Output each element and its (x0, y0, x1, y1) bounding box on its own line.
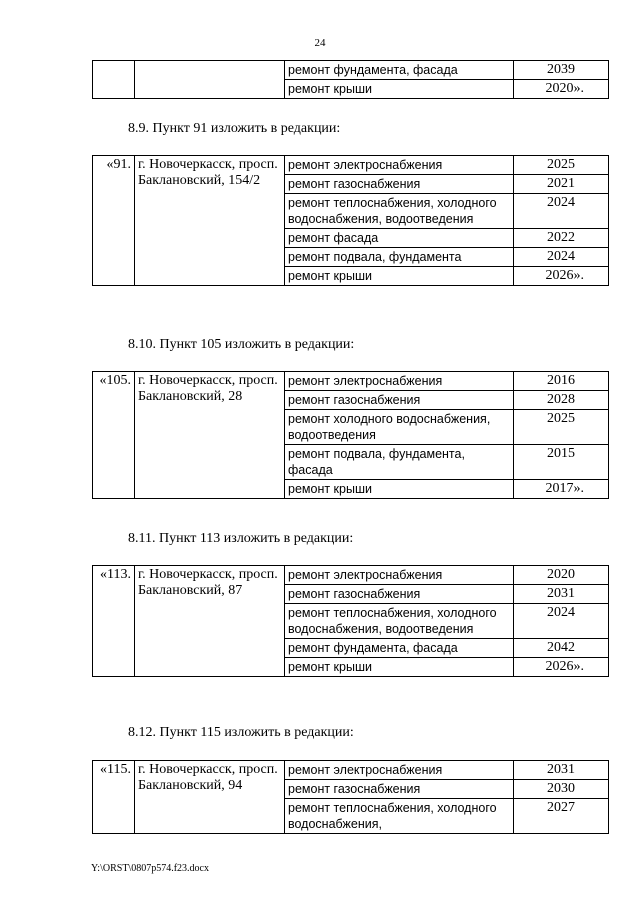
year-cell: 2022 (514, 229, 609, 248)
item-113-table (92, 565, 609, 677)
continuation-table (92, 60, 609, 99)
year-cell: 2024 (514, 194, 609, 229)
section-heading: 8.10. Пункт 105 изложить в редакции: (128, 337, 355, 352)
year-cell: 2015 (514, 445, 609, 480)
item-number: «105. (93, 372, 135, 499)
year-cell: 2028 (514, 391, 609, 410)
work-cell: ремонт газоснабжения (285, 175, 514, 194)
work-cell: ремонт электроснабжения (285, 156, 514, 175)
address-cell (135, 61, 285, 99)
section-heading: 8.11. Пункт 113 изложить в редакции: (128, 531, 354, 546)
item-number: «113. (93, 566, 135, 677)
work-cell: ремонт холодного водоснабжения, водоотведения (285, 410, 514, 445)
year-cell: 2020». (514, 80, 609, 99)
work-cell: ремонт подвала, фундамента, фасада (285, 445, 514, 480)
table-row (93, 566, 609, 585)
year-cell: 2031 (514, 585, 609, 604)
year-cell: 2026». (514, 267, 609, 286)
work-cell: ремонт крыши (285, 658, 514, 677)
address: г. Новочеркасск, просп. Баклановский, 28 (135, 372, 285, 499)
file-path-footer: Y:\ORST\0807p574.f23.docx (91, 863, 209, 874)
work-cell: ремонт крыши (285, 267, 514, 286)
table-row (93, 372, 609, 391)
work-cell: ремонт газоснабжения (285, 780, 514, 799)
item-91-table (92, 155, 609, 286)
year-cell: 2016 (514, 372, 609, 391)
work-cell: ремонт теплоснабжения, холодного водоснабжения, водоотведения (285, 194, 514, 229)
address: г. Новочеркасск, просп. Баклановский, 94 (135, 761, 285, 834)
work-cell: ремонт подвала, фундамента (285, 248, 514, 267)
year-cell: 2025 (514, 410, 609, 445)
item-115-table (92, 760, 609, 834)
work-cell: ремонт крыши (285, 80, 514, 99)
work-cell: ремонт фасада (285, 229, 514, 248)
work-cell: ремонт фундамента, фасада (285, 61, 514, 80)
work-cell: ремонт теплоснабжения, холодного водоснабжения, (285, 799, 514, 834)
year-cell: 2039 (514, 61, 609, 80)
year-cell: 2031 (514, 761, 609, 780)
year-cell: 2027 (514, 799, 609, 834)
item-number: «115. (93, 761, 135, 834)
item-105-table (92, 371, 609, 499)
item-number-cell (93, 61, 135, 99)
year-cell: 2024 (514, 248, 609, 267)
table-row (93, 61, 609, 80)
address: г. Новочеркасск, просп. Баклановский, 87 (135, 566, 285, 677)
section-heading: 8.12. Пункт 115 изложить в редакции: (128, 725, 354, 740)
work-cell: ремонт газоснабжения (285, 585, 514, 604)
year-cell: 2024 (514, 604, 609, 639)
year-cell: 2030 (514, 780, 609, 799)
work-cell: ремонт теплоснабжения, холодного водоснабжения, водоотведения (285, 604, 514, 639)
address: г. Новочеркасск, просп. Баклановский, 154/2 (135, 156, 285, 286)
section-heading: 8.9. Пункт 91 изложить в редакции: (128, 121, 341, 136)
year-cell: 2042 (514, 639, 609, 658)
item-number: «91. (93, 156, 135, 286)
work-cell: ремонт газоснабжения (285, 391, 514, 410)
year-cell: 2021 (514, 175, 609, 194)
table-row (93, 761, 609, 780)
year-cell: 2017». (514, 480, 609, 499)
work-cell: ремонт электроснабжения (285, 372, 514, 391)
year-cell: 2020 (514, 566, 609, 585)
year-cell: 2026». (514, 658, 609, 677)
year-cell: 2025 (514, 156, 609, 175)
work-cell: ремонт электроснабжения (285, 566, 514, 585)
work-cell: ремонт электроснабжения (285, 761, 514, 780)
work-cell: ремонт крыши (285, 480, 514, 499)
work-cell: ремонт фундамента, фасада (285, 639, 514, 658)
page-number: 24 (314, 37, 326, 49)
table-row (93, 156, 609, 175)
